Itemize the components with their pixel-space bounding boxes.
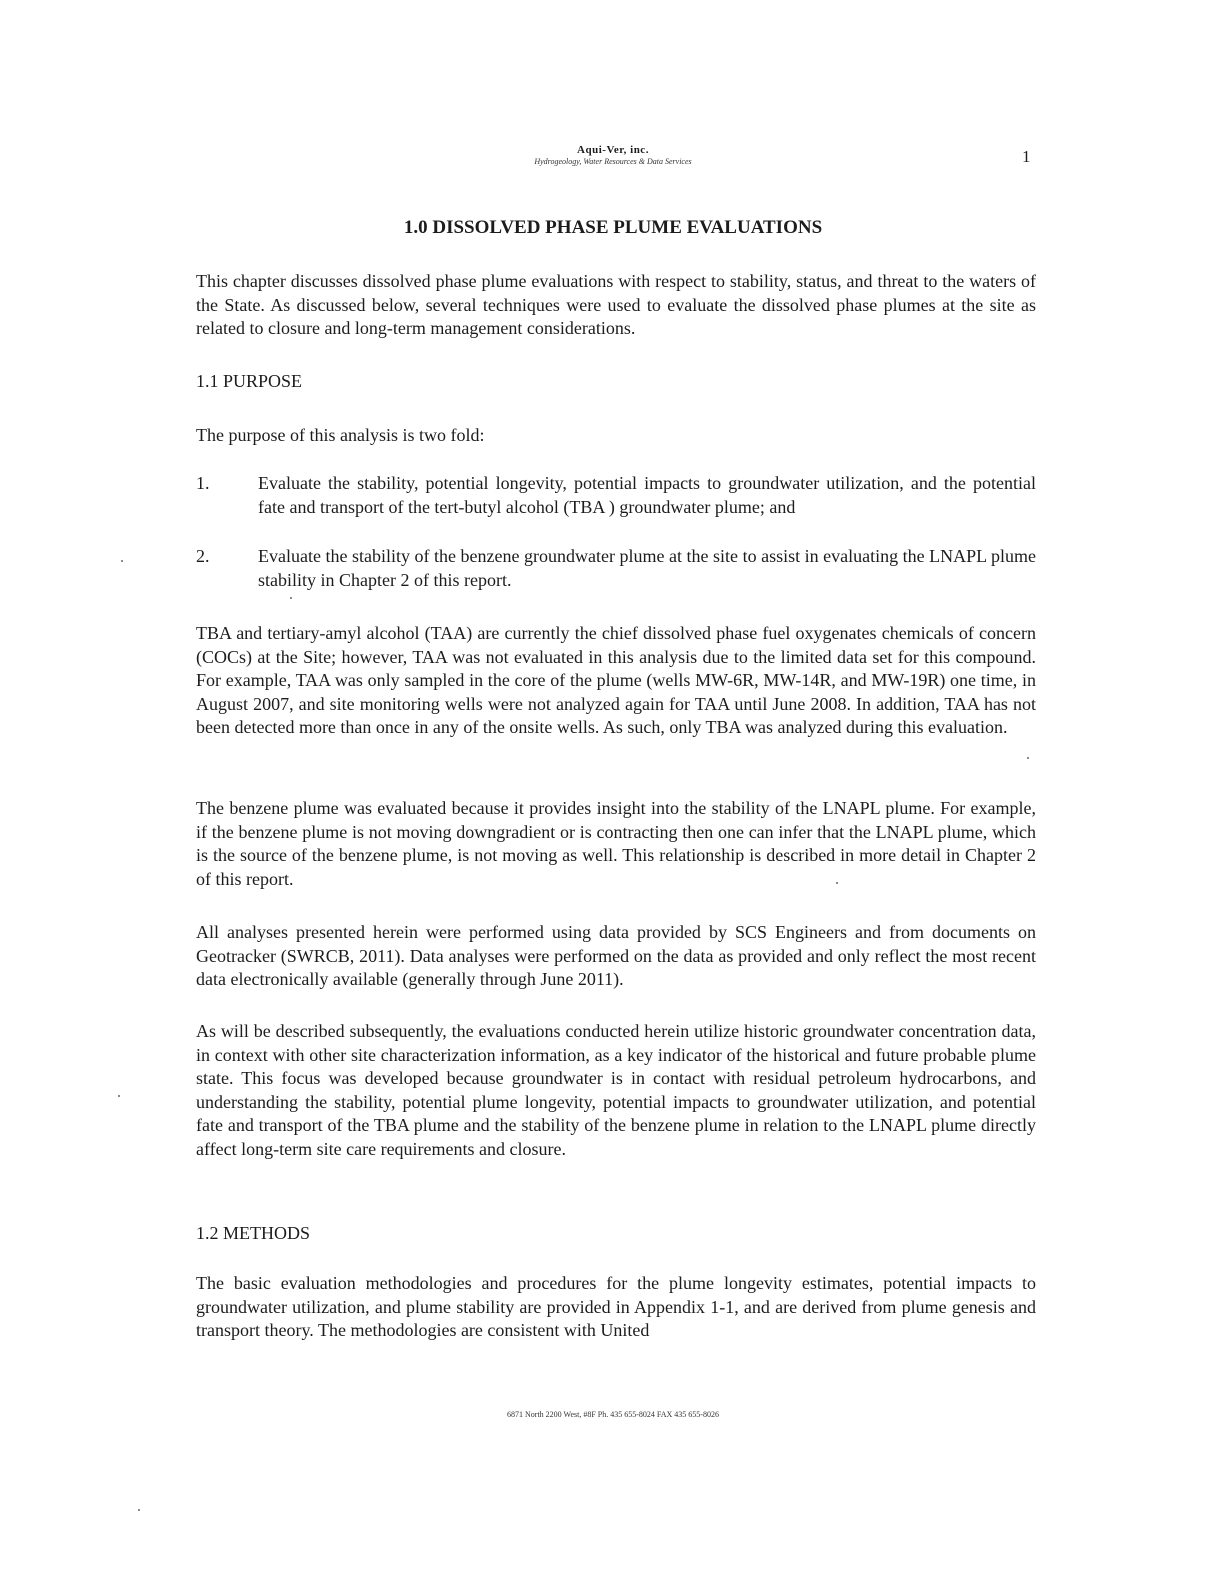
body-paragraph: All analyses presented herein were performed using data provided by SCS Engineers and from documents on Geotracker (SWRCB, 2011). Data analyses were performed on the data as provided and only reflect the most recent data electronically available (generally through June 2011). [196, 922, 1036, 989]
scan-speck [1027, 757, 1029, 759]
list-item [196, 472, 1036, 519]
list-number: 1. [196, 473, 210, 493]
purpose-lead: The purpose of this analysis is two fold: [196, 425, 485, 445]
list-item [196, 545, 1036, 592]
chapter-title: 1.0 DISSOLVED PHASE PLUME EVALUATIONS [403, 217, 823, 238]
scan-speck [118, 1095, 120, 1097]
body-paragraph: The basic evaluation methodologies and procedures for the plume longevity estimates, potential impacts to groundwater utilization, and plume stability are provided in Appendix 1-1, and are derived from plume genesis and transport theory. The methodologies are consistent with United [196, 1273, 1036, 1340]
section-heading-purpose: 1.1 PURPOSE [196, 371, 303, 391]
section-heading-methods: 1.2 METHODS [196, 1223, 311, 1243]
body-paragraph: As will be described subsequently, the evaluations conducted herein utilize historic groundwater concentration data, in context with other site characterization information, as a key indicator of the historical and future probable plume state. This focus was developed because groundwater is in contact with residual petroleum hydrocarbons, and understanding the stability, potential plume longevity, potential impacts to groundwater utilization, and potential fate and transport of the TBA plume and the stability of the benzene plume in relation to the LNAPL plume directly affect long-term site care requirements and closure. [196, 1021, 1036, 1159]
company-tagline: Hydrogeology, Water Resources & Data Services [534, 157, 692, 166]
scan-speck [836, 882, 838, 884]
scan-speck [138, 1509, 140, 1511]
body-paragraph: The benzene plume was evaluated because it provides insight into the stability of the LNAPL plume. For example, if the benzene plume is not moving downgradient or is contracting then one can infer that the LNAPL plume, which is the source of the benzene plume, is not moving as well. This relationship is described in more detail in Chapter 2 of this report. [196, 798, 1036, 889]
list-text: Evaluate the stability of the benzene groundwater plume at the site to assist in evaluating the LNAPL plume stability in Chapter 2 of this report. [258, 546, 1036, 590]
intro-paragraph: This chapter discusses dissolved phase plume evaluations with respect to stability, status, and threat to the waters of the State. As discussed below, several techniques were used to evaluate the dissolved phase plumes at the site as related to closure and long-term management considerations. [196, 271, 1036, 338]
page-footer: 6871 North 2200 West, #8F Ph. 435 655-8024 FAX 435 655-8026 [507, 1410, 719, 1419]
list-number: 2. [196, 546, 210, 566]
body-paragraph: TBA and tertiary-amyl alcohol (TAA) are currently the chief dissolved phase fuel oxygenates chemicals of concern (COCs) at the Site; however, TAA was not evaluated in this analysis due to the limited data set for this compound. For example, TAA was only sampled in the core of the plume (wells MW-6R, MW-14R, and MW-19R) one time, in August 2007, and site monitoring wells were not analyzed again for TAA until June 2008. In addition, TAA has not been detected more than once in any of the onsite wells. As such, only TBA was analyzed during this evaluation. [196, 623, 1036, 737]
scan-speck [121, 560, 123, 562]
letterhead [0, 144, 1226, 167]
company-name: Aqui-Ver, inc. [577, 144, 649, 156]
page-number: 1 [1022, 147, 1031, 166]
list-text: Evaluate the stability, potential longevity, potential impacts to groundwater utilization, and the potential fate and transport of the tert-butyl alcohol (TBA ) groundwater plume; and [258, 473, 1036, 517]
scan-speck [290, 597, 292, 599]
